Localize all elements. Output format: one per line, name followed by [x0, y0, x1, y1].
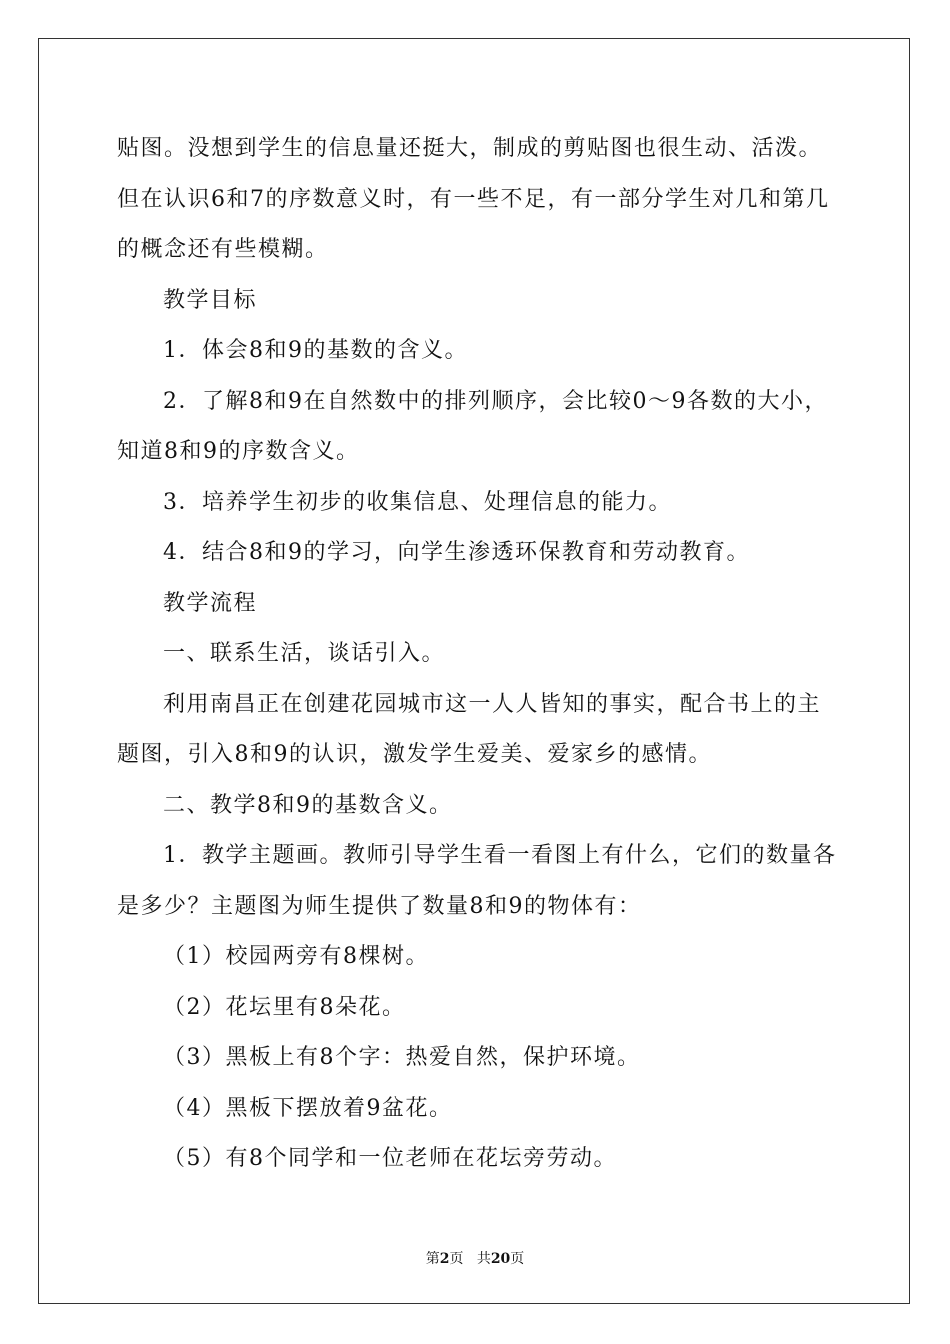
list-item: （4）黑板下摆放着9盆花。: [163, 1095, 453, 1121]
list-item: （5）有8个同学和一位老师在花坛旁劳动。: [163, 1146, 617, 1171]
list-item: 1．体会8和9的基数的含义。: [163, 338, 468, 363]
paragraph: 1．教学主题画。教师引导学生看一看图上有什么，它们的数量各是多少？主题图为师生提供了数量8和9的物体有：: [117, 843, 837, 919]
page-footer: [0, 1248, 950, 1268]
page-number: 2: [439, 1251, 450, 1267]
subsection-heading: 一、联系生活，谈话引入。: [163, 641, 446, 666]
total-pages: 20: [490, 1251, 511, 1267]
list-item: 4．结合8和9的学习，向学生渗透环保教育和劳动教育。: [163, 540, 750, 565]
list-item: （3）黑板上有8个字：热爱自然，保护环境。: [163, 1045, 641, 1070]
list-item: 2．了解8和9在自然数中的排列顺序，会比较0～9各数的大小，知道8和9的序数含义。: [117, 388, 828, 464]
page-prefix: 第: [425, 1251, 440, 1267]
paragraph: 利用南昌正在创建花园城市这一人人皆知的事实，配合书上的主题图，引入8和9的认识，激发学生爱美、爱家乡的感情。: [117, 691, 822, 767]
paragraph: 贴图。没想到学生的信息量还挺大，制成的剪贴图也很生动、活泼。但在认识6和7的序数意义时，有一些不足，有一部分学生对几和第几的概念还有些模糊。: [117, 136, 830, 262]
section-heading: 教学流程: [163, 590, 258, 616]
section-heading: 教学目标: [163, 287, 258, 313]
subsection-heading: 二、教学8和9的基数含义。: [163, 792, 453, 818]
list-item: （2）花坛里有8朵花。: [163, 994, 406, 1020]
list-item: （1）校园两旁有8棵树。: [163, 944, 429, 969]
list-item: 3．培养学生初步的收集信息、处理信息的能力。: [163, 489, 672, 515]
total-prefix: 共: [476, 1251, 491, 1267]
total-suffix: 页: [510, 1251, 525, 1267]
document-body: [117, 124, 837, 1185]
page-suffix: 页: [449, 1251, 464, 1267]
